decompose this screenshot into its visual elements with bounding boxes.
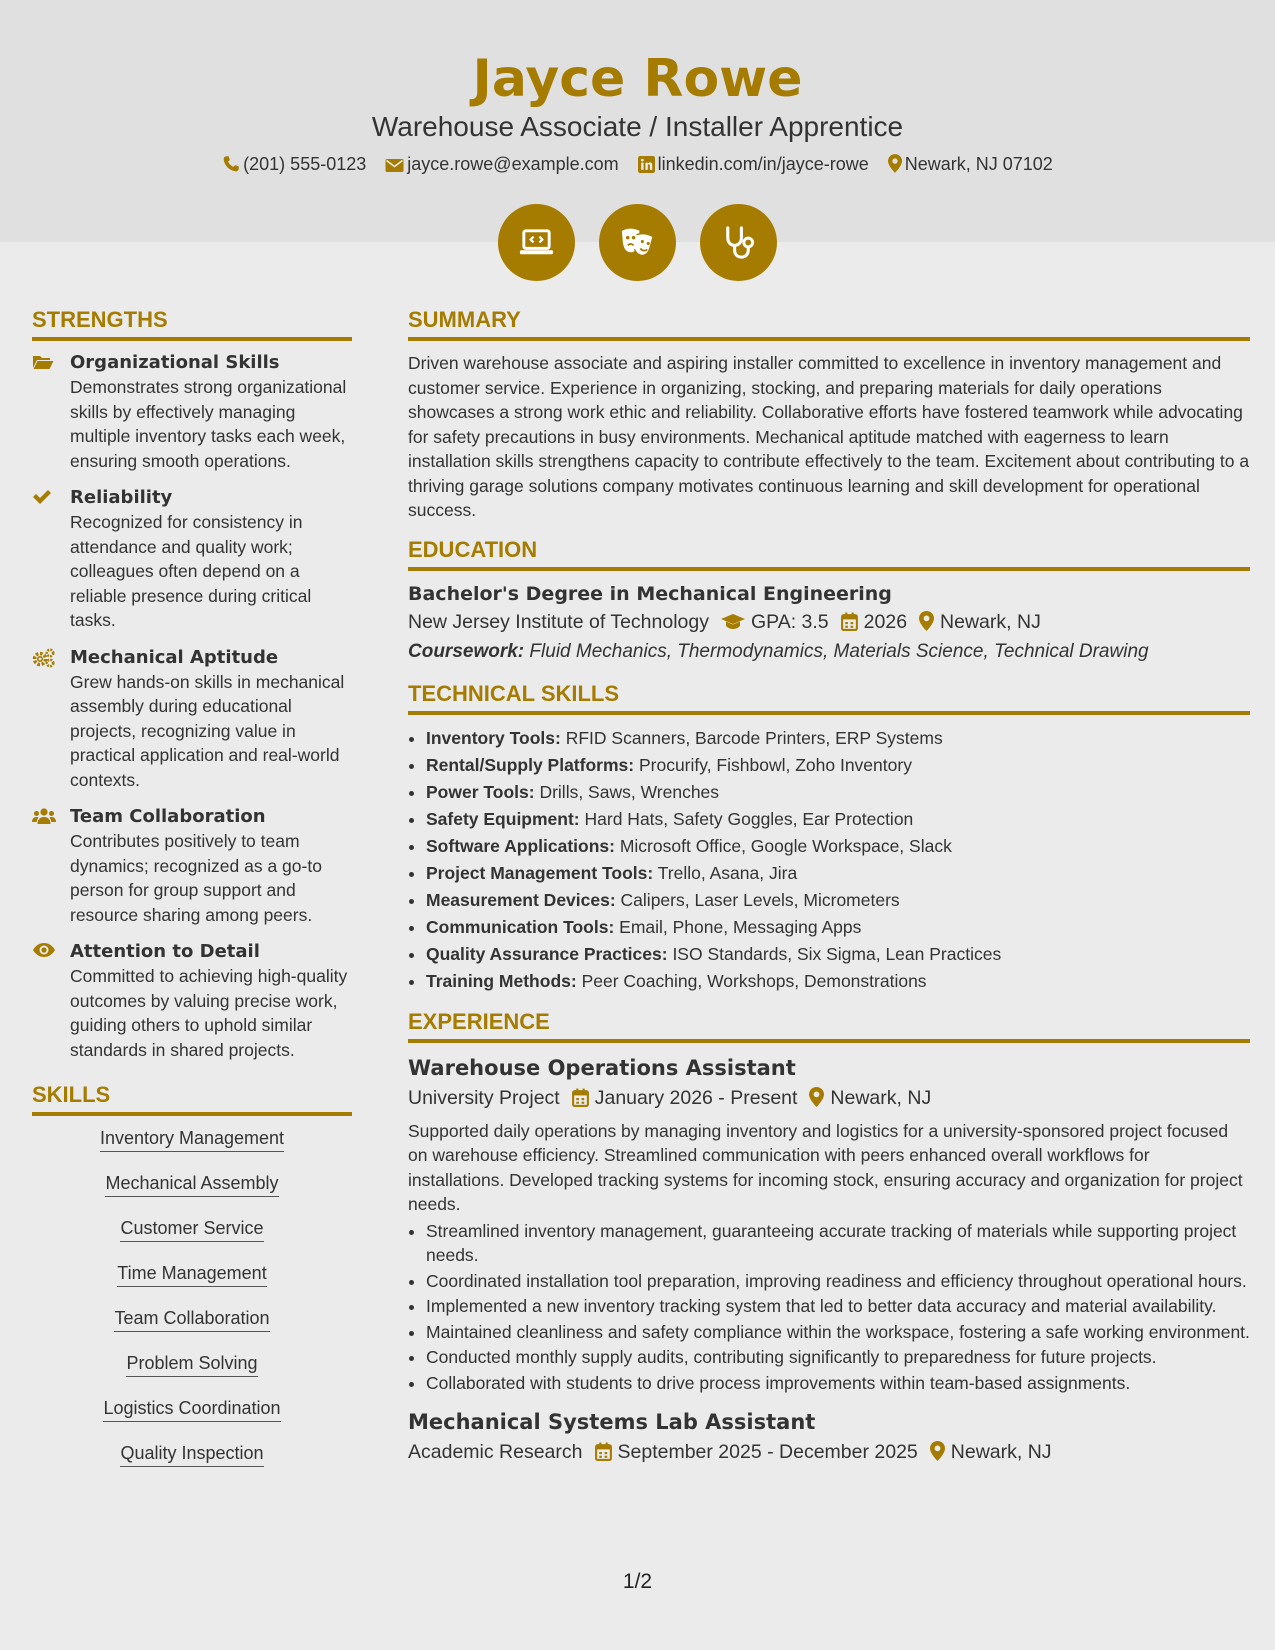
tech-value: ISO Standards, Six Sigma, Lean Practices (672, 943, 1002, 964)
map-marker-icon (888, 154, 902, 173)
strength-title: Organizational Skills (70, 352, 280, 373)
contact-email[interactable] (385, 152, 618, 176)
experience-heading: EXPERIENCE (408, 1007, 1250, 1043)
page-number: 1/2 (622, 1570, 653, 1593)
tech-value: Drills, Saws, Wrenches (539, 781, 720, 802)
list-item (426, 887, 1250, 914)
map-marker-icon (919, 611, 934, 631)
calendar-icon (595, 1442, 612, 1461)
summary-heading: SUMMARY (408, 305, 1250, 341)
cogs-icon (32, 648, 56, 668)
theater-masks-icon (618, 223, 657, 262)
technical-skills-heading: TECHNICAL SKILLS (408, 679, 1250, 715)
location-text: Newark, NJ 07102 (904, 154, 1053, 174)
strength-item (32, 805, 352, 927)
strength-title: Team Collaboration (70, 806, 266, 827)
tech-label: Quality Assurance Practices: (426, 943, 668, 964)
job-bullets (408, 1219, 1250, 1396)
list-item (426, 860, 1250, 887)
skill-label: Problem Solving (126, 1351, 257, 1377)
check-icon (32, 488, 52, 506)
phone-icon (222, 155, 240, 173)
list-item (426, 914, 1250, 941)
job-description: Supported daily operations by managing inventory and logistics for a university-sponsored project focused on warehouse efficiency. Streamlined communication with peers enhanced overall workflows for installations. Developed tracking systems for incoming stock, ensuring accuracy and organization for project needs. (408, 1120, 1243, 1214)
tech-label: Safety Equipment: (426, 808, 580, 829)
strength-title: Reliability (70, 487, 173, 508)
graduation-cap-icon (721, 613, 745, 631)
strength-desc: Contributes positively to team dynamics; recognized as a go-to person for group support and resource sharing among peers. (70, 831, 322, 925)
tech-label: Rental/Supply Platforms: (426, 754, 635, 775)
list-item (426, 833, 1250, 860)
gpa-text: GPA: 3.5 (750, 610, 829, 633)
coursework (408, 637, 1250, 667)
laptop-code-icon (517, 223, 556, 262)
job-meta (408, 1083, 1250, 1113)
skill-label: Team Collaboration (114, 1306, 269, 1332)
list-item (426, 752, 1250, 779)
school-name: New Jersey Institute of Technology (408, 610, 709, 633)
job-dates: January 2026 - Present (594, 1086, 798, 1109)
tech-label: Inventory Tools: (426, 727, 561, 748)
skills-heading: SKILLS (32, 1080, 352, 1116)
tech-label: Project Management Tools: (426, 862, 654, 883)
job-title: Mechanical Systems Lab Assistant (408, 1410, 816, 1434)
summary-text: Driven warehouse associate and aspiring installer committed to excellence in inventory management and customer service. Experience in organizing, stocking, and preparing materials for daily operations showcases a strong work ethic and reliability. Collaborative efforts have fostered teamwork while advocating for safety precautions in busy environments. Mechanical aptitude matched with eagerness to learn installation skills strengthens capacity to contribute effectively to the team. Excitement about contributing to a thriving garage solutions company motivates continuous learning and skill development for operational success. (408, 353, 1250, 520)
list-item (426, 779, 1250, 806)
strength-desc: Committed to achieving high-quality outcomes by valuing precise work, guiding others to uphold similar standards in shared projects. (70, 966, 348, 1060)
list-item (426, 725, 1250, 752)
strength-desc: Grew hands-on skills in mechanical assembly during educational projects, recognizing value in practical application and real-world contexts. (70, 671, 345, 790)
linkedin-icon (638, 156, 655, 173)
strength-item (32, 940, 352, 1062)
skill-label: Quality Inspection (120, 1441, 263, 1467)
strength-title: Mechanical Aptitude (70, 646, 279, 668)
tech-value: Hard Hats, Safety Goggles, Ear Protection (584, 808, 914, 829)
education-meta (408, 607, 1250, 637)
coursework-label: Coursework: (408, 640, 525, 662)
tech-label: Training Methods: (426, 970, 577, 991)
candidate-name: Jayce Rowe (472, 49, 803, 109)
school-location: Newark, NJ (940, 610, 1041, 633)
right-column (408, 305, 1250, 1467)
calendar-icon (841, 612, 858, 631)
calendar-icon (572, 1088, 589, 1107)
linkedin-text: linkedin.com/in/jayce-rowe (657, 154, 869, 174)
grad-year: 2026 (863, 610, 908, 633)
left-column (32, 305, 352, 1486)
skill-item (32, 1306, 352, 1332)
skill-label: Time Management (117, 1261, 266, 1287)
tech-label: Communication Tools: (426, 916, 615, 937)
skill-label: Logistics Coordination (103, 1396, 280, 1422)
tech-value: Microsoft Office, Google Workspace, Slack (619, 835, 952, 856)
contact-linkedin[interactable] (638, 152, 869, 176)
list-item: • Maintained cleanliness and safety compliance within the workspace, fostering a safe working environment. (426, 1320, 1250, 1345)
tech-label: Software Applications: (426, 835, 615, 856)
list-item: • Streamlined inventory management, guaranteeing accurate tracking of materials while supporting project needs. (426, 1219, 1250, 1268)
contact-bar (0, 152, 1275, 176)
skill-label: Mechanical Assembly (105, 1171, 278, 1197)
skill-label: Customer Service (120, 1216, 263, 1242)
stethoscope-icon (719, 223, 758, 262)
job-title: Warehouse Associate / Installer Apprentice (371, 111, 904, 142)
badge-row (0, 204, 1275, 281)
job-location: Newark, NJ (950, 1441, 1052, 1463)
job-org: Academic Research (408, 1441, 583, 1463)
strength-desc: Demonstrates strong organizational skills by effectively managing multiple inventory tasks each week, ensuring smooth operations. (70, 377, 347, 471)
strength-item (32, 486, 352, 633)
skill-item (32, 1351, 352, 1377)
strength-item (32, 646, 352, 793)
tech-value: Calipers, Laser Levels, Micrometers (620, 889, 900, 910)
list-item: • Conducted monthly supply audits, contributing significantly to preparedness for future projects. (426, 1345, 1250, 1370)
folder-open-icon (32, 353, 54, 371)
tech-value: Peer Coaching, Workshops, Demonstrations (581, 970, 927, 991)
skill-item (32, 1171, 352, 1197)
job-dates: September 2025 - December 2025 (617, 1441, 918, 1463)
contact-phone[interactable] (222, 152, 366, 176)
tech-value: Trello, Asana, Jira (657, 862, 798, 883)
badge-masks (599, 204, 676, 281)
job-meta (408, 1437, 1250, 1467)
contact-location[interactable] (888, 152, 1053, 176)
strength-item (32, 351, 352, 473)
technical-skills-list (408, 725, 1250, 995)
users-icon (32, 807, 56, 825)
tech-value: Procurify, Fishbowl, Zoho Inventory (638, 754, 912, 775)
strength-title: Attention to Detail (70, 941, 260, 962)
badge-stethoscope (700, 204, 777, 281)
degree-title: Bachelor's Degree in Mechanical Engineering (408, 582, 892, 605)
skill-item (32, 1126, 352, 1152)
list-item (426, 968, 1250, 995)
list-item: • Coordinated installation tool preparation, improving readiness and efficiency throughout operational hours. (426, 1269, 1250, 1294)
skill-label: Inventory Management (100, 1126, 284, 1152)
strengths-heading: STRENGTHS (32, 305, 352, 341)
email-text: jayce.rowe@example.com (407, 154, 619, 174)
job-org: University Project (408, 1086, 560, 1109)
coursework-list: Fluid Mechanics, Thermodynamics, Materials Science, Technical Drawing (529, 640, 1149, 662)
skill-item (32, 1261, 352, 1287)
phone-text: (201) 555-0123 (243, 154, 367, 174)
education-heading: EDUCATION (408, 535, 1250, 571)
job-location: Newark, NJ (830, 1086, 932, 1109)
list-item: • Collaborated with students to drive process improvements within team-based assignments. (426, 1371, 1250, 1396)
map-marker-icon (809, 1087, 824, 1107)
envelope-icon (385, 157, 404, 173)
strength-desc: Recognized for consistency in attendance and quality work; colleagues often depend on a reliable presence during critical tasks. (70, 512, 312, 630)
list-item (426, 806, 1250, 833)
tech-label: Power Tools: (426, 781, 535, 802)
job-title: Warehouse Operations Assistant (408, 1055, 796, 1080)
tech-value: Email, Phone, Messaging Apps (619, 916, 862, 937)
eye-icon (32, 942, 56, 958)
skill-item (32, 1216, 352, 1242)
map-marker-icon (930, 1441, 945, 1461)
tech-label: Measurement Devices: (426, 889, 616, 910)
list-item (426, 941, 1250, 968)
badge-laptop (498, 204, 575, 281)
tech-value: RFID Scanners, Barcode Printers, ERP Systems (565, 727, 943, 748)
skill-item (32, 1441, 352, 1467)
skill-item (32, 1396, 352, 1422)
list-item: • Implemented a new inventory tracking system that led to better data accuracy and material availability. (426, 1294, 1250, 1319)
